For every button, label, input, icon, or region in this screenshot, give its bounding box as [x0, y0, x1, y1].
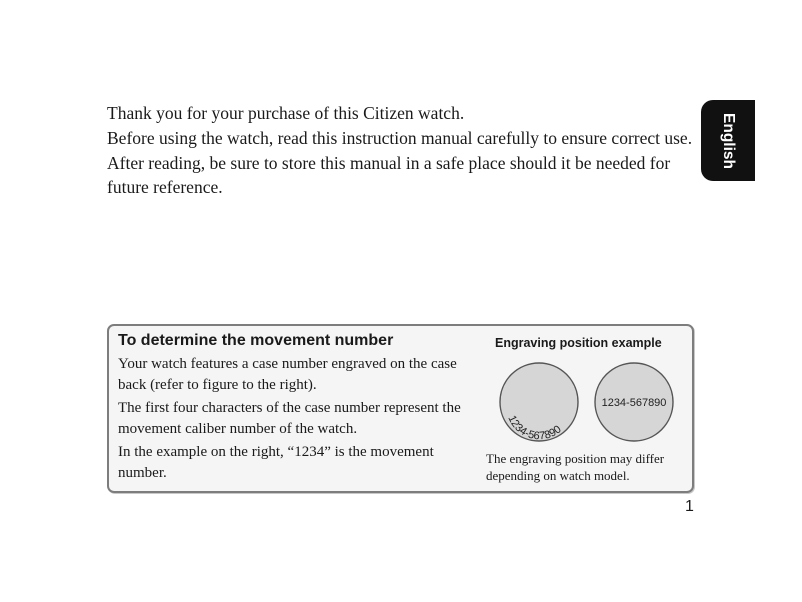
engraving-straight-text: 1234-567890	[601, 397, 667, 409]
engraving-curved-text: 1234-567890	[505, 413, 564, 443]
movement-box-paragraph-caliber: The first four characters of the case number represent the movement caliber number of the watch.	[118, 400, 461, 437]
movement-box-title: To determine the movement number	[118, 332, 394, 349]
engraving-figure	[495, 356, 685, 446]
intro-text	[107, 101, 697, 200]
movement-box-body	[118, 354, 478, 484]
figure-title: Engraving position example	[495, 336, 662, 350]
movement-number-box	[107, 324, 694, 493]
movement-box-paragraph-case-number: Your watch features a case number engraved on the case back (refer to figure to the right).	[118, 356, 457, 393]
page-number: 1	[685, 498, 694, 515]
intro-paragraph-read-manual: Before using the watch, read this instruction manual carefully to ensure correct use.	[107, 128, 693, 148]
figure-caption: The engraving position may differ depending on watch model.	[486, 451, 665, 483]
language-tab	[701, 100, 755, 181]
intro-paragraph-thanks: Thank you for your purchase of this Citizen watch.	[107, 103, 465, 123]
intro-paragraph-store-manual: After reading, be sure to store this manual in a safe place should it be needed for future reference.	[107, 153, 671, 197]
movement-box-paragraph-example: In the example on the right, “1234” is the movement number.	[118, 444, 434, 481]
language-tab-label: English	[720, 112, 737, 169]
